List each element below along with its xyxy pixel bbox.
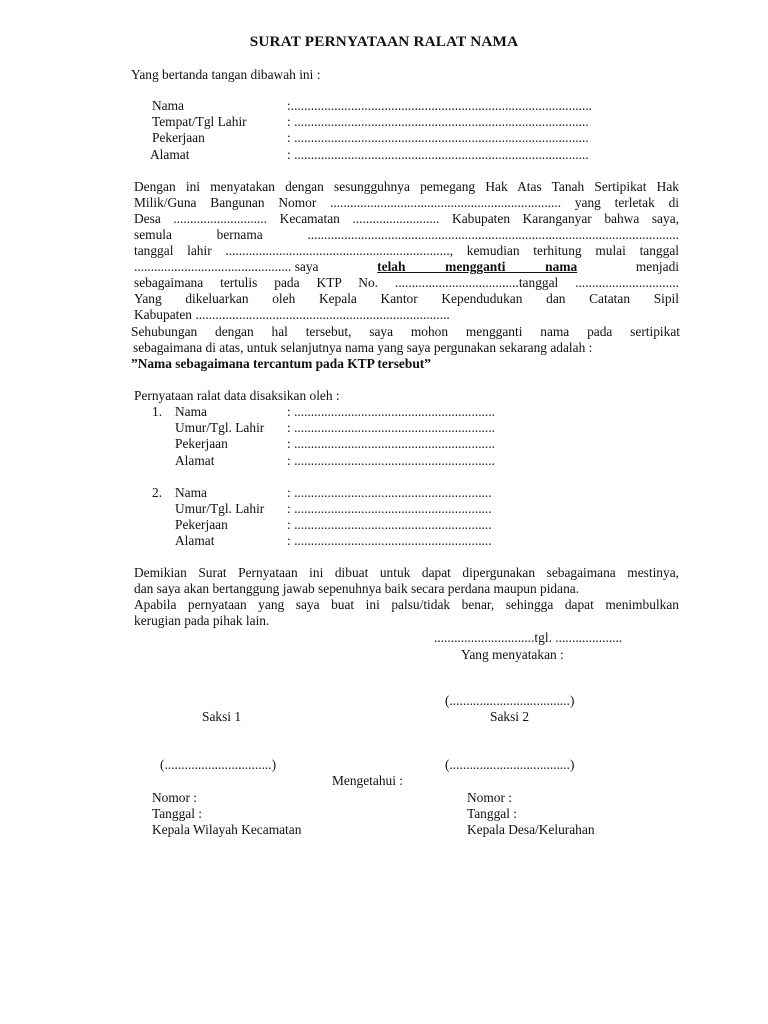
witness-intro: Pernyataan ralat data disaksikan oleh : bbox=[134, 388, 340, 403]
official-title: Kepala Wilayah Kecamatan bbox=[152, 822, 302, 837]
place-date: ..............................tgl. .................... bbox=[434, 630, 623, 645]
paragraph-line: semula bernama ............................................................................................................... bbox=[134, 227, 679, 242]
closing-paragraph bbox=[134, 565, 679, 629]
identity-label: Alamat bbox=[150, 147, 190, 162]
witness-field-label: Pekerjaan bbox=[175, 517, 228, 532]
identity-label: Nama bbox=[152, 98, 184, 113]
witness-field-value: : ............................................................ bbox=[287, 436, 495, 451]
witness-field-value: : ........................................................... bbox=[287, 501, 492, 516]
identity-label: Pekerjaan bbox=[152, 130, 205, 145]
identity-value: :.......................................................................................... bbox=[287, 98, 593, 113]
witness-field-label: Umur/Tgl. Lahir bbox=[175, 501, 265, 516]
intro-text: Yang bertanda tangan dibawah ini : bbox=[131, 67, 321, 82]
witness-field-value: : ............................................................ bbox=[287, 420, 495, 435]
paragraph-line: tanggal lahir ..................................................................., kemudian terhitung mulai tanggal bbox=[134, 243, 679, 258]
tanggal-label: Tanggal : bbox=[152, 806, 203, 821]
saksi-2-label: Saksi 2 bbox=[490, 709, 530, 724]
nomor-label: Nomor : bbox=[467, 790, 513, 805]
witness-field-label: Umur/Tgl. Lahir bbox=[175, 420, 265, 435]
sehubungan-paragraph bbox=[131, 324, 680, 356]
paragraph-line: sebagaimana tertulis pada KTP No. .....................................tanggal ............................... bbox=[134, 275, 679, 290]
line-pre-text: ............................................... saya bbox=[134, 259, 319, 274]
nomor-label: Nomor : bbox=[152, 790, 198, 805]
witness-number: 2. bbox=[152, 485, 163, 500]
statement-paragraph bbox=[134, 179, 679, 323]
paragraph-line: sebagaimana di atas, untuk selanjutnya nama yang saya pergunakan sekarang adalah : bbox=[133, 340, 593, 355]
witness-field-label: Alamat bbox=[175, 533, 215, 548]
witness-field-label: Alamat bbox=[175, 453, 215, 468]
underlined-phrase bbox=[377, 259, 577, 275]
paragraph-line: Yang dikeluarkan oleh Kepala Kantor Kependudukan dan Catatan Sipil bbox=[134, 291, 679, 306]
paragraph-line: Dengan ini menyatakan dengan sesungguhnya pemegang Hak Atas Tanah Sertipikat Hak bbox=[134, 179, 679, 194]
witness-field-value: : ........................................................... bbox=[287, 485, 492, 500]
tanggal-label: Tanggal : bbox=[467, 806, 518, 821]
saksi-1-signature: (................................) bbox=[160, 757, 277, 772]
saksi-1-label: Saksi 1 bbox=[202, 709, 242, 724]
witness-field-label: Nama bbox=[175, 404, 207, 419]
identity-value: : ........................................................................................ bbox=[287, 130, 589, 145]
paragraph-line: Demikian Surat Pernyataan ini dibuat untuk dapat dipergunakan sebagaimana mestinya, bbox=[134, 565, 679, 580]
paragraph-line: Milik/Guna Bangunan Nomor ..................................................................... yang terletak di bbox=[134, 195, 679, 210]
witness-field-label: Nama bbox=[175, 485, 207, 500]
official-title: Kepala Desa/Kelurahan bbox=[467, 822, 595, 837]
paragraph-line: kerugian pada pihak lain. bbox=[134, 613, 270, 628]
witness-field-value: : ........................................................... bbox=[287, 533, 492, 548]
paragraph-line: Sehubungan dengan hal tersebut, saya mohon mengganti nama pada sertipikat bbox=[131, 324, 680, 339]
paragraph-line: Kabupaten ............................................................................ bbox=[134, 307, 450, 322]
witness-field-value: : ........................................................... bbox=[287, 517, 492, 532]
declarant-signature: (....................................) bbox=[445, 693, 575, 708]
witness-field-label: Pekerjaan bbox=[175, 436, 228, 451]
saksi-2-signature: (....................................) bbox=[445, 757, 575, 772]
witness-field-value: : ............................................................ bbox=[287, 404, 495, 419]
document-title: SURAT PERNYATAAN RALAT NAMA bbox=[249, 33, 519, 50]
paragraph-line-underlined bbox=[134, 259, 679, 275]
underlined-text: telah mengganti nama bbox=[377, 259, 578, 274]
identity-value: : ........................................................................................ bbox=[287, 114, 589, 129]
witness-field-value: : ............................................................ bbox=[287, 453, 495, 468]
paragraph-line: Apabila pernyataan yang saya buat ini palsu/tidak benar, sehingga dapat menimbulkan bbox=[134, 597, 679, 612]
line-post-text: menjadi bbox=[635, 259, 679, 274]
identity-value: : ........................................................................................ bbox=[287, 147, 589, 162]
bold-statement: ”Nama sebagaimana tercantum pada KTP tersebut” bbox=[131, 356, 431, 371]
identity-label: Tempat/Tgl Lahir bbox=[152, 114, 247, 129]
mengetahui-label: Mengetahui : bbox=[332, 773, 404, 788]
paragraph-line: Desa ............................ Kecamatan .......................... Kabupaten Karanganyar bahwa saya, bbox=[134, 211, 679, 226]
witness-number: 1. bbox=[152, 404, 163, 419]
paragraph-line: dan saya akan bertanggung jawab sepenuhnya baik secara perdana maupun pidana. bbox=[134, 581, 580, 596]
declarant-label: Yang menyatakan : bbox=[461, 647, 564, 662]
